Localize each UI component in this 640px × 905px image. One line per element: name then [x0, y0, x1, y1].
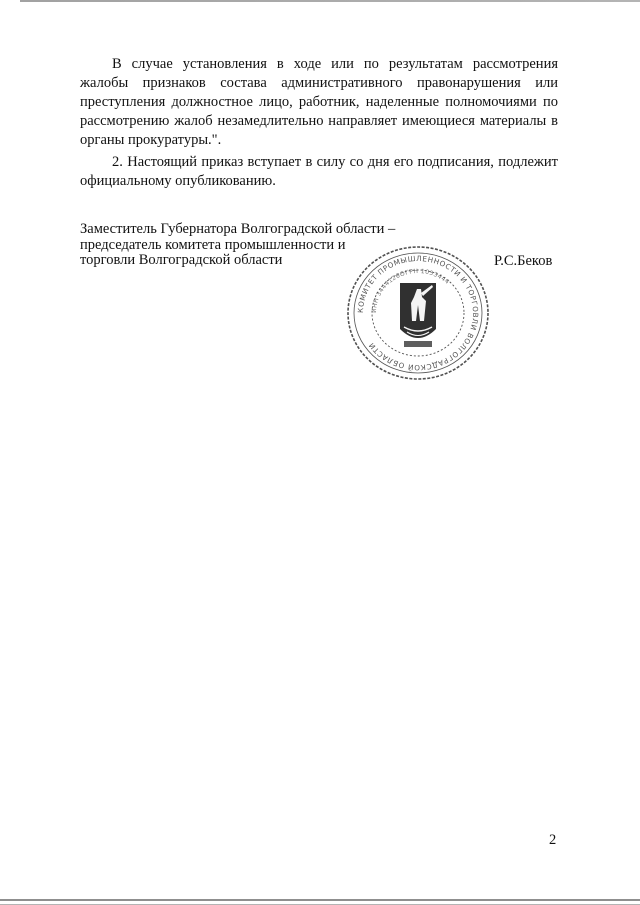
seal-inner-text: ИНН 3444126ОГРН 1053444	[370, 267, 451, 314]
document-body	[80, 55, 558, 191]
signer-name: Р.С.Беков	[494, 253, 553, 269]
page-number: 2	[549, 832, 557, 848]
scan-edge-bottom	[0, 899, 640, 901]
scan-edge-top	[0, 0, 640, 2]
signer-title-line-3: торговли Волгоградской области	[80, 252, 283, 268]
coat-of-arms-icon	[400, 283, 436, 347]
paragraph-prosecutor-referral: В случае установления в ходе или по результатам рассмотрения жалобы признаков состава административного правонарушения или преступления должностное лицо, работник, наделенные полномочиями по рассмотрению жалоб незамедлительно направляет имеющиеся материалы в органы прокуратуры.".	[80, 56, 558, 148]
signer-title-line-1: Заместитель Губернатора Волгоградской области –	[80, 221, 396, 237]
seal-ring-text: КОМИТЕТ ПРОМЫШЛЕННОСТИ И ТОРГОВЛИ ВОЛГОГРАДСКОЙ ОБЛАСТИ	[355, 253, 481, 373]
signer-title-line-2: председатель комитета промышленности и	[80, 236, 346, 253]
official-seal-icon	[344, 243, 492, 383]
paragraph-effective-date: 2. Настоящий приказ вступает в силу со дня его подписания, подлежит официальному опубликованию.	[80, 154, 558, 189]
